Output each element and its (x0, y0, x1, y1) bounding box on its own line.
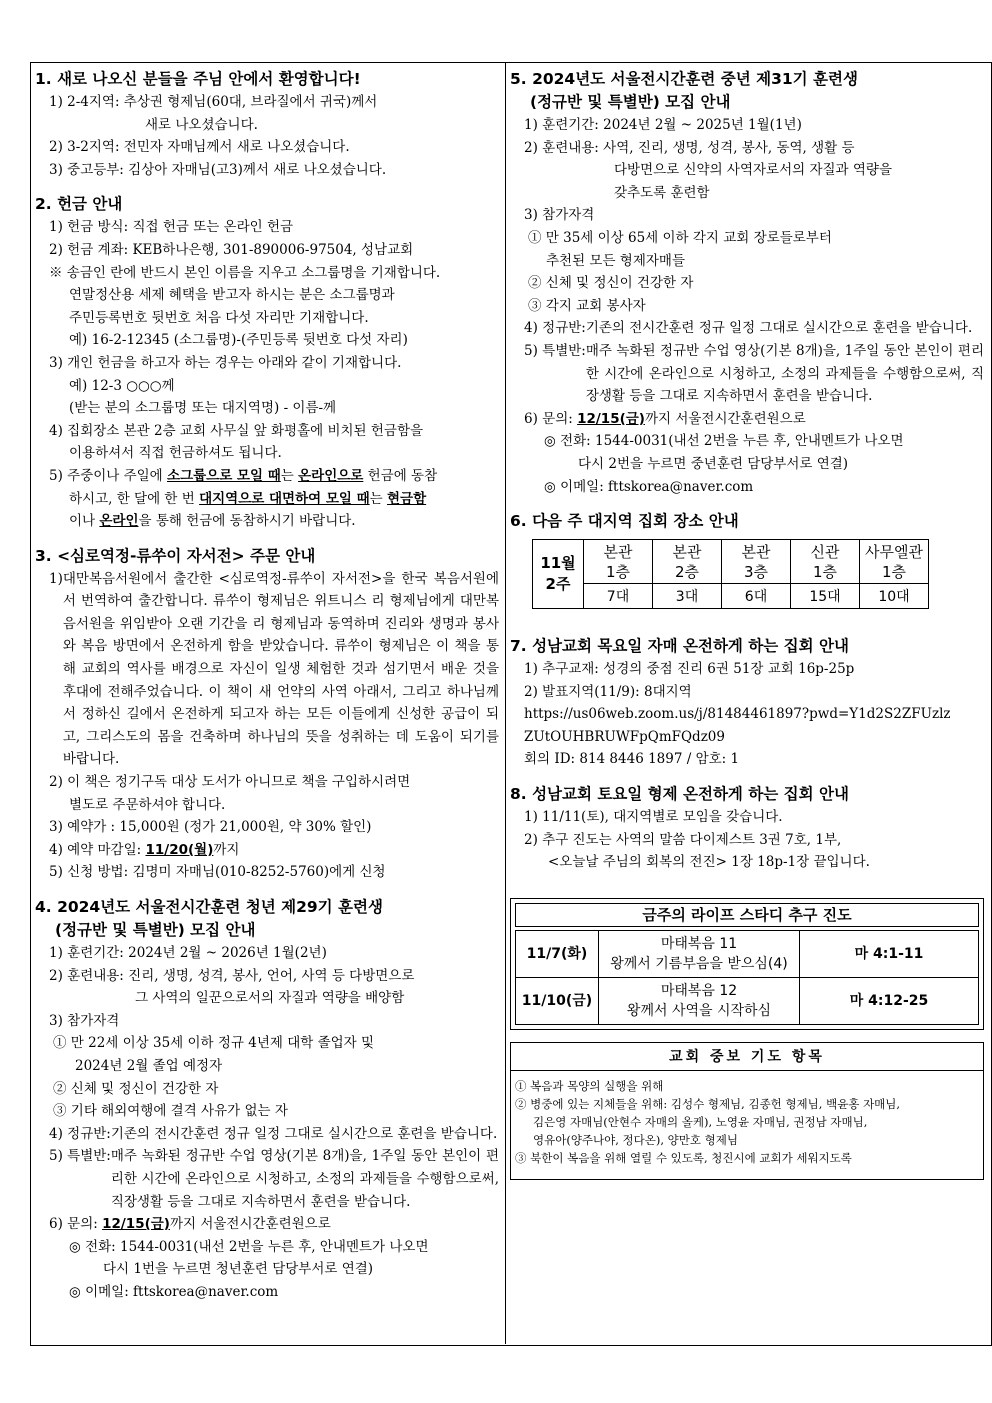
section-book-order (35, 545, 499, 884)
item-label: 5) 특별반: (49, 1148, 111, 1165)
offering-item-5-cont2 (35, 510, 499, 533)
hall-floor: 1층 (605, 562, 631, 581)
table-row (516, 977, 979, 1024)
mid-item-2: 2) 훈련내용: 사역, 진리, 생명, 성격, 봉사, 동역, 생활 등 (524, 139, 855, 156)
youth-cond-3: ③ 기타 해외여행에 결격 사유가 없는 자 (53, 1103, 288, 1120)
welcome-item-2: 2) 3-2지역: 전민자 자매님께서 새로 나오셨습니다. (49, 139, 350, 156)
hall-name: 사무엘관 (865, 542, 923, 561)
region-cell: 15대 (791, 584, 860, 609)
text: 5) 주중이나 주일에 (49, 467, 168, 484)
right-column (510, 68, 984, 1180)
study-book: 마태복음 11 (660, 935, 738, 952)
youth-cond-2: ② 신체 및 정신이 건강한 자 (53, 1080, 219, 1097)
hall-floor: 1층 (881, 562, 907, 581)
saturday-item-2: 2) 추구 진도는 사역의 말씀 다이제스트 3권 7호, 1부, (524, 831, 842, 848)
offering-item-4: 4) 집회장소 본관 2층 교회 사무실 앞 화평홀에 비치된 헌금함을 (49, 422, 424, 439)
hall-floor: 3층 (743, 562, 769, 581)
deadline: 11/20(월) (145, 841, 214, 858)
youth-item-1: 1) 훈련기간: 2024년 2월 ~ 2026년 1월(2년) (49, 945, 327, 961)
text: 4) 예약 마감일: (49, 841, 146, 858)
mid-email: ◎ 이메일: fttskorea@naver.com (544, 478, 754, 495)
region-cell: 6대 (722, 584, 791, 609)
study-date: 11/7(화) (516, 930, 599, 977)
emphasis: 온라인 (99, 513, 139, 530)
saturday-item-2-cont: <오늘날 주님의 회복의 전진> 1장 18p-1장 끝입니다. (548, 854, 870, 871)
emphasis: 온라인으로 (298, 467, 364, 484)
text: 헌금에 동참 (363, 467, 438, 484)
prayer-box (510, 1042, 984, 1180)
mid-item-3: 3) 참가자격 (524, 207, 595, 224)
item-label: 4) 정규반: (524, 320, 586, 337)
mid-item-5 (510, 340, 984, 408)
section-thursday-meeting (510, 635, 984, 771)
section-title: 4. 2024년도 서울전시간훈련 청년 제29기 훈련생 (35, 898, 383, 916)
item-text: 매주 녹화된 정규반 수업 영상(기본 8개)을, 1주일 동안 본인이 편리한 시간에 온라인으로 시청하고, 소정의 과제들을 수행함으로써, 직장생활 등을 그대로 지속하면서 훈련을 받습니다. (585, 342, 984, 405)
section-title: 6. 다음 주 대지역 집회 장소 안내 (510, 512, 739, 531)
welcome-item-3: 3) 중고등부: 김상아 자매님(고3)께서 새로 나오셨습니다. (49, 161, 387, 178)
youth-phone: ◎ 전화: 1544-0031(내선 2번을 누른 후, 안내멘트가 나오면 (69, 1238, 429, 1255)
region-cell: 3대 (653, 584, 722, 609)
hall-floor: 1층 (812, 562, 838, 581)
mid-item-2-cont: 다방면으로 신약의 사역자로서의 자질과 역량을 (614, 162, 892, 179)
section-title: 3. <심로역정-류쑤이 자서전> 주문 안내 (35, 546, 316, 565)
offering-note-3: 주민등록번호 뒷번호 처음 다섯 자리만 기재합니다. (69, 309, 369, 326)
hall-cell (722, 540, 791, 584)
column-divider (505, 62, 506, 1344)
hall-cell (653, 540, 722, 584)
life-study-table (515, 930, 979, 1025)
text: 까지 (213, 841, 240, 858)
hall-name: 본관 (603, 542, 633, 561)
region-cell: 10대 (860, 584, 929, 609)
offering-note: ※ 송금인 란에 반드시 본인 이름을 지우고 소그룹명을 기재합니다. (49, 264, 441, 281)
section-meeting-places (510, 510, 984, 609)
offering-item-5-cont (35, 488, 499, 511)
mid-cond-2: ② 신체 및 정신이 건강한 자 (528, 275, 694, 292)
mid-item-6 (510, 408, 984, 431)
emphasis: 대지역으로 대면하여 모일 때 (199, 490, 370, 507)
welcome-item-1-cont: 새로 나오셨습니다. (145, 116, 258, 133)
text: 6) 문의: (49, 1216, 103, 1233)
study-book: 마태복음 12 (660, 982, 738, 999)
item-text: 매주 녹화된 정규반 수업 영상(기본 8개)을, 1주일 동안 본인이 편리한 시간에 온라인으로 시청하고, 소정의 과제들을 수행함으로써, 직장생활 등을 그대로 지속하면서 훈련을 받습니다. (110, 1148, 499, 1210)
section-title: 1. 새로 나오신 분들을 주님 안에서 환영합니다! (35, 70, 361, 88)
section-subtitle: (정규반 및 특별반) 모집 안내 (55, 921, 256, 939)
week: 2주 (545, 575, 571, 594)
table-row (516, 930, 979, 977)
item-label: 4) 정규반: (49, 1125, 111, 1142)
youth-cond-1-cont: 2024년 2월 졸업 예정자 (75, 1057, 223, 1074)
emphasis: 소그룹으로 모일 때 (167, 467, 281, 484)
youth-item-2-cont: 그 사역의 일꾼으로서의 자질과 역량을 배양함 (135, 990, 405, 1007)
section-title: 5. 2024년도 서울전시간훈련 중년 제31기 훈련생 (510, 70, 858, 88)
life-study-title: 금주의 라이프 스타디 추구 진도 (515, 903, 979, 927)
item-text: 기존의 전시간훈련 정규 일정 그대로 실시간으로 훈련을 받습니다. (110, 1125, 498, 1142)
text: 까지 서울전시간훈련원으로 (644, 410, 806, 427)
prayer-item-2-cont: 김은영 자매님(안현수 자매의 올케), 노영윤 자매님, 권정남 자매님, (533, 1114, 868, 1129)
youth-email: ◎ 이메일: fttskorea@naver.com (69, 1283, 279, 1300)
book-item-1 (35, 568, 499, 771)
offering-item-1: 1) 헌금 방식: 직접 헌금 또는 온라인 헌금 (49, 219, 294, 236)
book-item-3: 3) 예약가 : 15,000원 (정가 21,000원, 약 30% 할인) (49, 819, 372, 836)
offering-item-3: 3) 개인 헌금을 하고자 하는 경우는 아래와 같이 기재합니다. (49, 354, 402, 371)
prayer-title: 교회 중보 기도 항목 (511, 1047, 983, 1071)
study-verse: 마 4:12-25 (800, 977, 979, 1024)
section-title: 7. 성남교회 목요일 자매 온전하게 하는 집회 안내 (510, 637, 849, 656)
mid-cond-3: ③ 각지 교회 봉사자 (528, 297, 646, 314)
prayer-item-2: ② 병중에 있는 지체들을 위해: 김성수 형제님, 김종헌 형제님, 백윤홍 자매님, (515, 1096, 901, 1111)
section-offering (35, 193, 499, 532)
saturday-item-1: 1) 11/11(토), 대지역별로 모임을 갖습니다. (524, 809, 783, 826)
text: 는 (369, 490, 388, 507)
emphasis: 현금함 (387, 490, 427, 507)
left-column (35, 68, 499, 1316)
region-cell: 7대 (584, 584, 653, 609)
offering-note-example: 예) 16-2-12345 (소그룹명)-(주민등록 뒷번호 다섯 자리) (69, 332, 408, 349)
youth-phone-cont: 다시 1번을 누르면 청년훈련 담당부서로 연결) (103, 1261, 374, 1278)
offering-item-4-cont: 이용하셔서 직접 헌금하셔도 됩니다. (69, 445, 282, 462)
meeting-place-table (532, 539, 929, 609)
prayer-item-1: ① 복음과 목양의 실행을 위해 (515, 1078, 664, 1093)
life-study-box (510, 898, 984, 1030)
section-youth-training (35, 896, 499, 1304)
book-item-2: 2) 이 책은 정기구독 대상 도서가 아니므로 책을 구입하시려면 (49, 774, 411, 791)
zoom-link-cont[interactable]: ZUtOUHBRUWFpQmFQdz09 (524, 728, 725, 745)
thursday-item-1: 1) 추구교재: 성경의 중점 진리 6권 51장 교회 16p-25p (524, 661, 855, 678)
mid-item-4 (510, 317, 984, 340)
item-text: 기존의 전시간훈련 정규 일정 그대로 실시간으로 훈련을 받습니다. (585, 320, 973, 337)
text: 을 통해 헌금에 동참하시기 바랍니다. (138, 513, 356, 530)
mid-item-1: 1) 훈련기간: 2024년 2월 ~ 2025년 1월(1년) (524, 117, 802, 133)
youth-item-4 (35, 1123, 499, 1146)
item-text: 대만복음서원에서 출간한 <심로역정-류쑤이 자서전>을 한국 복음서원에서 번역하여 출간합니다. 류쑤이 형제님은 위트니스 리 형제님에게 대만복음서원을 위임받아 오랜 기간을 리 형제님과 동역하며 진리와 생명과 봉사와 복음 방면에서 온전하게 함을 받았습니다. 류쑤이 형제님은 이 책을 통해 교회의 역사를 배경으로 자신이 일생 체험한 것과 섬기면서 배운 것을 후대에 전해주었습니다. 이 책이 새 언약의 사역 아래서, 그리고 하나님께서 정하신 길에서 온전하게 되고자 하는 모든 이들에게 신성한 공급이 되고, 그리스도의 몸을 건축하며 하나님의 뜻을 성취하는 데 도움이 되기를 바랍니다. (62, 570, 499, 768)
deadline: 12/15(금) (577, 410, 645, 427)
section-title: 2. 헌금 안내 (35, 195, 123, 214)
prayer-item-3: ③ 북한이 복음을 위해 열릴 수 있도록, 청진시에 교회가 세워지도록 (515, 1150, 852, 1165)
mid-phone-cont: 다시 2번을 누르면 중년훈련 담당부서로 연결) (578, 455, 849, 472)
offering-item-3-example: 예) 12-3 ○○○께 (69, 377, 175, 394)
thursday-item-2: 2) 발표지역(11/9): 8대지역 (524, 683, 692, 700)
section-welcome (35, 68, 499, 181)
hall-cell (860, 540, 929, 584)
mid-item-2-cont2: 갖추도록 훈련함 (614, 184, 710, 201)
section-saturday-meeting (510, 783, 984, 874)
youth-item-2: 2) 훈련내용: 진리, 생명, 성격, 봉사, 언어, 사역 등 다방면으로 (49, 967, 415, 984)
zoom-link[interactable]: https://us06web.zoom.us/j/81484461897?pwd=Y1d2S2ZFUzlz (524, 706, 951, 723)
hall-name: 본관 (672, 542, 702, 561)
hall-name: 신관 (810, 542, 840, 561)
section-middle-age-training (510, 68, 984, 498)
youth-item-3: 3) 참가자격 (49, 1012, 120, 1029)
youth-cond-1: ① 만 22세 이상 35세 이하 정규 4년제 대학 졸업자 및 (53, 1035, 375, 1052)
month-week-cell (533, 540, 584, 609)
offering-item-5 (35, 465, 499, 488)
offering-item-2: 2) 헌금 계좌: KEB하나은행, 301-890006-97504, 성남교회 (49, 241, 414, 258)
item-label: 1) (49, 570, 63, 587)
book-item-2-cont: 별도로 주문하셔야 합니다. (69, 796, 226, 813)
text: 이나 (69, 513, 100, 530)
text: 까지 서울전시간훈련원으로 (169, 1216, 331, 1233)
study-topic-cell (599, 930, 800, 977)
hall-cell (584, 540, 653, 584)
study-verse: 마 4:1-11 (800, 930, 979, 977)
book-item-4 (35, 839, 499, 862)
hall-cell (791, 540, 860, 584)
text: 하시고, 한 달에 한 번 (69, 490, 200, 507)
study-topic-cell (599, 977, 800, 1024)
section-subtitle: (정규반 및 특별반) 모집 안내 (530, 93, 731, 111)
prayer-item-2-cont2: 영유아(양주나야, 정다온), 양만호 형제님 (533, 1132, 738, 1147)
youth-item-5 (35, 1145, 499, 1213)
study-topic: 왕께서 사역을 시작하심 (626, 1002, 772, 1019)
study-date: 11/10(금) (516, 977, 599, 1024)
text: 는 (280, 467, 299, 484)
meeting-id: 회의 ID: 814 8446 1897 / 암호: 1 (524, 751, 740, 768)
hall-name: 본관 (741, 542, 771, 561)
mid-cond-1-cont: 추천된 모든 형제자매들 (546, 252, 685, 269)
offering-item-3-format: (받는 분의 소그룹명 또는 대지역명) - 이름-께 (69, 400, 337, 417)
item-label: 5) 특별반: (524, 342, 586, 359)
book-item-5: 5) 신청 방법: 김명미 자매님(010-8252-5760)에게 신청 (49, 864, 386, 881)
mid-phone: ◎ 전화: 1544-0031(내선 2번을 누른 후, 안내멘트가 나오면 (544, 433, 904, 450)
month: 11월 (540, 554, 576, 573)
offering-note-2: 연말정산용 세제 혜택을 받고자 하시는 분은 소그룹명과 (69, 287, 395, 304)
study-topic: 왕께서 기름부음을 받으심(4) (610, 955, 788, 972)
text: 6) 문의: (524, 410, 578, 427)
welcome-item-1: 1) 2-4지역: 추상권 형제님(60대, 브라질에서 귀국)께서 (49, 94, 378, 110)
deadline: 12/15(금) (102, 1216, 170, 1233)
mid-cond-1: ① 만 35세 이상 65세 이하 각지 교회 장로들로부터 (528, 229, 832, 246)
youth-item-6 (35, 1213, 499, 1236)
section-title: 8. 성남교회 토요일 형제 온전하게 하는 집회 안내 (510, 785, 849, 804)
hall-floor: 2층 (674, 562, 700, 581)
